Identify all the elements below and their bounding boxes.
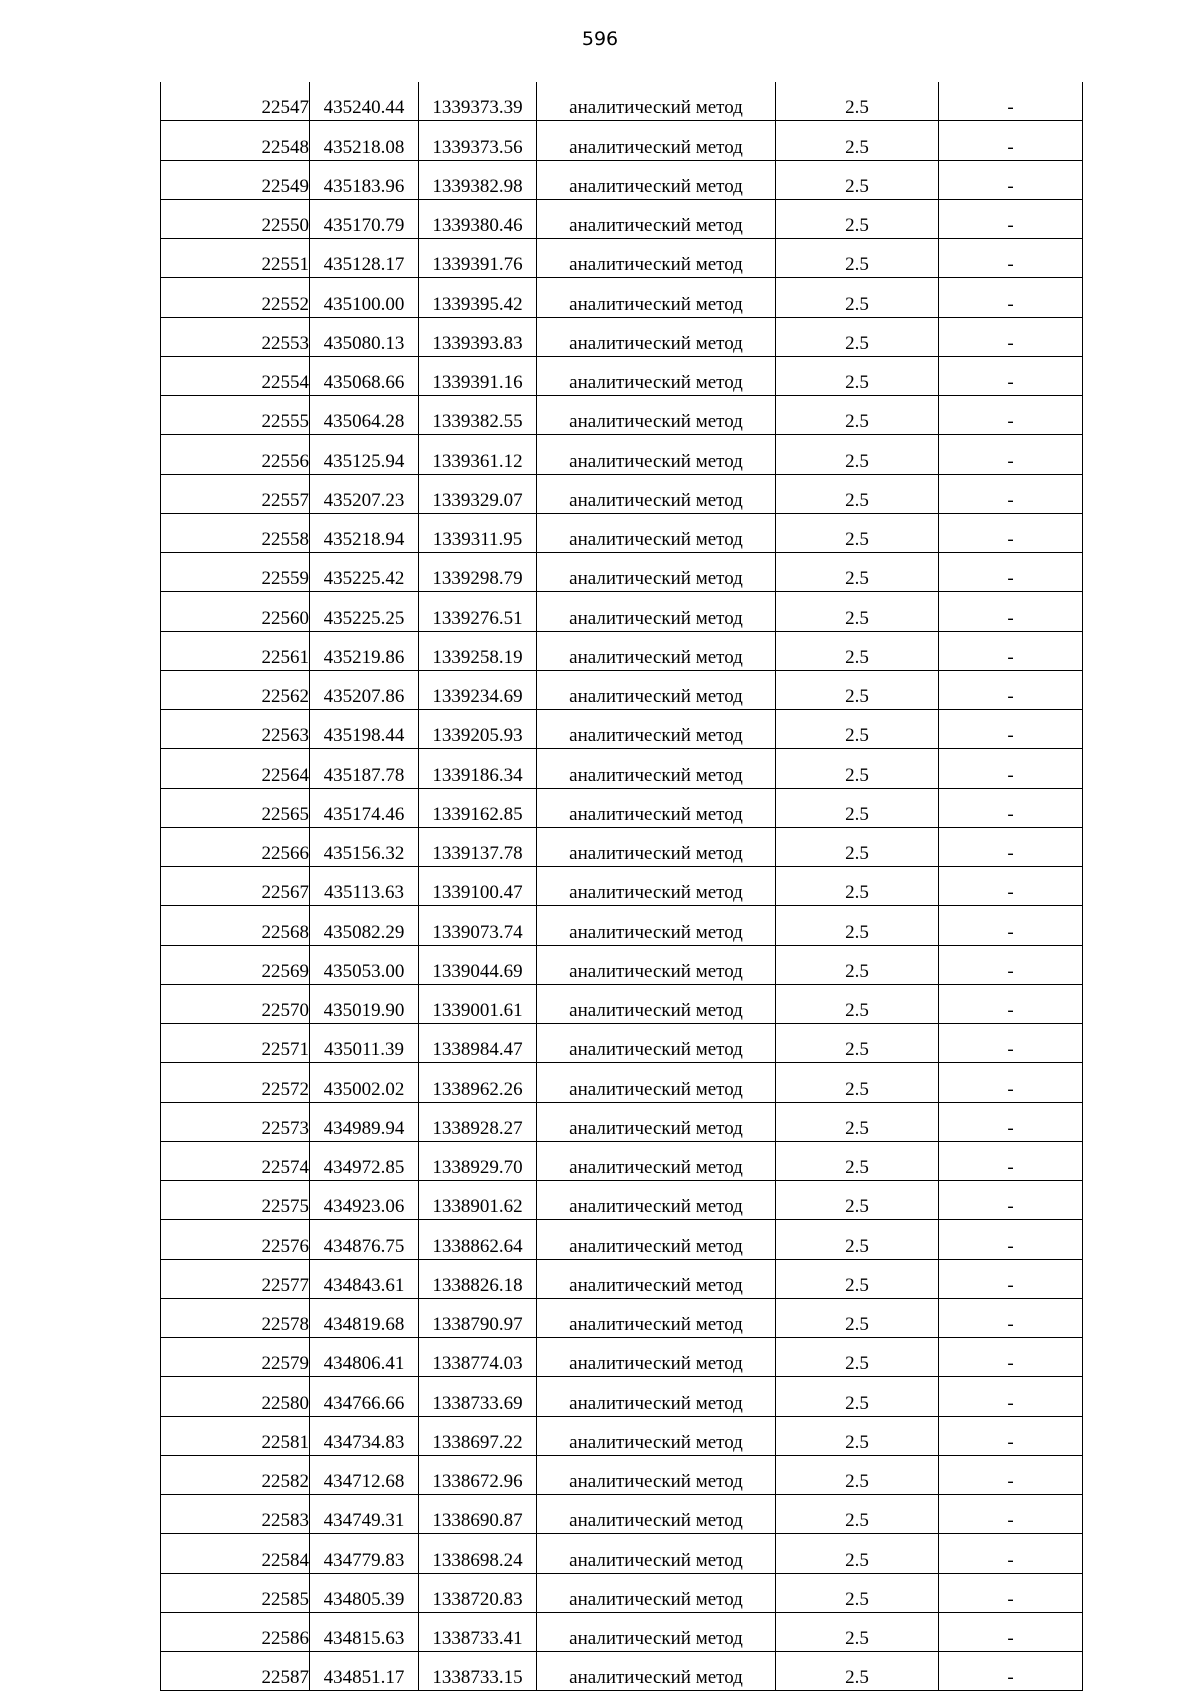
table-row [161, 1573, 1083, 1612]
note-cell: - [939, 1181, 1083, 1220]
x-coordinate-cell: 435100.00 [310, 278, 419, 317]
accuracy-cell: 2.5 [776, 631, 939, 670]
accuracy-cell: 2.5 [776, 1141, 939, 1180]
note-cell: - [939, 592, 1083, 631]
x-coordinate-cell: 435068.66 [310, 356, 419, 395]
note-cell: - [939, 1416, 1083, 1455]
x-coordinate-cell: 434989.94 [310, 1102, 419, 1141]
method-cell: аналитический метод [537, 867, 776, 906]
table-row [161, 317, 1083, 356]
note-cell: - [939, 317, 1083, 356]
accuracy-cell: 2.5 [776, 1063, 939, 1102]
y-coordinate-cell: 1339329.07 [419, 474, 537, 513]
x-coordinate-cell: 434712.68 [310, 1455, 419, 1494]
point-number-cell: 22586 [161, 1612, 310, 1651]
table-row [161, 82, 1083, 121]
y-coordinate-cell: 1338698.24 [419, 1534, 537, 1573]
table-row [161, 749, 1083, 788]
point-number-cell: 22584 [161, 1534, 310, 1573]
method-cell: аналитический метод [537, 553, 776, 592]
note-cell: - [939, 1495, 1083, 1534]
y-coordinate-cell: 1339137.78 [419, 827, 537, 866]
accuracy-cell: 2.5 [776, 1181, 939, 1220]
table-row [161, 984, 1083, 1023]
method-cell: аналитический метод [537, 749, 776, 788]
point-number-cell: 22548 [161, 121, 310, 160]
x-coordinate-cell: 435082.29 [310, 906, 419, 945]
accuracy-cell: 2.5 [776, 827, 939, 866]
y-coordinate-cell: 1339073.74 [419, 906, 537, 945]
x-coordinate-cell: 435218.08 [310, 121, 419, 160]
x-coordinate-cell: 435011.39 [310, 1024, 419, 1063]
table-row [161, 1495, 1083, 1534]
method-cell: аналитический метод [537, 1102, 776, 1141]
method-cell: аналитический метод [537, 1495, 776, 1534]
point-number-cell: 22554 [161, 356, 310, 395]
y-coordinate-cell: 1339258.19 [419, 631, 537, 670]
table-row [161, 1181, 1083, 1220]
table-row [161, 1298, 1083, 1337]
x-coordinate-cell: 434923.06 [310, 1181, 419, 1220]
note-cell: - [939, 1063, 1083, 1102]
point-number-cell: 22585 [161, 1573, 310, 1612]
note-cell: - [939, 631, 1083, 670]
y-coordinate-cell: 1339373.39 [419, 82, 537, 121]
point-number-cell: 22572 [161, 1063, 310, 1102]
table-row [161, 160, 1083, 199]
accuracy-cell: 2.5 [776, 670, 939, 709]
point-number-cell: 22559 [161, 553, 310, 592]
note-cell: - [939, 945, 1083, 984]
method-cell: аналитический метод [537, 1534, 776, 1573]
x-coordinate-cell: 434805.39 [310, 1573, 419, 1612]
y-coordinate-cell: 1339001.61 [419, 984, 537, 1023]
y-coordinate-cell: 1339382.55 [419, 396, 537, 435]
table-row [161, 278, 1083, 317]
point-number-cell: 22552 [161, 278, 310, 317]
x-coordinate-cell: 435125.94 [310, 435, 419, 474]
method-cell: аналитический метод [537, 356, 776, 395]
accuracy-cell: 2.5 [776, 1024, 939, 1063]
method-cell: аналитический метод [537, 82, 776, 121]
x-coordinate-cell: 435218.94 [310, 513, 419, 552]
table-row [161, 1377, 1083, 1416]
accuracy-cell: 2.5 [776, 1220, 939, 1259]
method-cell: аналитический метод [537, 1573, 776, 1612]
point-number-cell: 22561 [161, 631, 310, 670]
x-coordinate-cell: 435219.86 [310, 631, 419, 670]
x-coordinate-cell: 435113.63 [310, 867, 419, 906]
y-coordinate-cell: 1339373.56 [419, 121, 537, 160]
y-coordinate-cell: 1339298.79 [419, 553, 537, 592]
point-number-cell: 22587 [161, 1652, 310, 1691]
method-cell: аналитический метод [537, 1298, 776, 1337]
point-number-cell: 22580 [161, 1377, 310, 1416]
y-coordinate-cell: 1339361.12 [419, 435, 537, 474]
x-coordinate-cell: 434806.41 [310, 1338, 419, 1377]
y-coordinate-cell: 1339162.85 [419, 788, 537, 827]
method-cell: аналитический метод [537, 710, 776, 749]
point-number-cell: 22558 [161, 513, 310, 552]
point-number-cell: 22557 [161, 474, 310, 513]
point-number-cell: 22563 [161, 710, 310, 749]
x-coordinate-cell: 434851.17 [310, 1652, 419, 1691]
method-cell: аналитический метод [537, 1338, 776, 1377]
table-row [161, 1259, 1083, 1298]
x-coordinate-cell: 435019.90 [310, 984, 419, 1023]
note-cell: - [939, 278, 1083, 317]
table-row [161, 867, 1083, 906]
note-cell: - [939, 513, 1083, 552]
accuracy-cell: 2.5 [776, 356, 939, 395]
accuracy-cell: 2.5 [776, 199, 939, 238]
note-cell: - [939, 474, 1083, 513]
x-coordinate-cell: 434815.63 [310, 1612, 419, 1651]
point-number-cell: 22579 [161, 1338, 310, 1377]
point-number-cell: 22581 [161, 1416, 310, 1455]
y-coordinate-cell: 1338733.69 [419, 1377, 537, 1416]
note-cell: - [939, 396, 1083, 435]
point-number-cell: 22578 [161, 1298, 310, 1337]
accuracy-cell: 2.5 [776, 474, 939, 513]
table-row [161, 474, 1083, 513]
x-coordinate-cell: 435207.23 [310, 474, 419, 513]
y-coordinate-cell: 1338672.96 [419, 1455, 537, 1494]
table-row [161, 1024, 1083, 1063]
point-number-cell: 22571 [161, 1024, 310, 1063]
point-number-cell: 22555 [161, 396, 310, 435]
table-row [161, 1455, 1083, 1494]
method-cell: аналитический метод [537, 1455, 776, 1494]
x-coordinate-cell: 434766.66 [310, 1377, 419, 1416]
note-cell: - [939, 1573, 1083, 1612]
x-coordinate-cell: 434779.83 [310, 1534, 419, 1573]
x-coordinate-cell: 435183.96 [310, 160, 419, 199]
x-coordinate-cell: 434843.61 [310, 1259, 419, 1298]
note-cell: - [939, 1141, 1083, 1180]
point-number-cell: 22564 [161, 749, 310, 788]
accuracy-cell: 2.5 [776, 788, 939, 827]
note-cell: - [939, 906, 1083, 945]
accuracy-cell: 2.5 [776, 867, 939, 906]
accuracy-cell: 2.5 [776, 984, 939, 1023]
method-cell: аналитический метод [537, 239, 776, 278]
note-cell: - [939, 82, 1083, 121]
y-coordinate-cell: 1339205.93 [419, 710, 537, 749]
method-cell: аналитический метод [537, 1377, 776, 1416]
x-coordinate-cell: 435187.78 [310, 749, 419, 788]
x-coordinate-cell: 434819.68 [310, 1298, 419, 1337]
method-cell: аналитический метод [537, 435, 776, 474]
method-cell: аналитический метод [537, 592, 776, 631]
x-coordinate-cell: 435053.00 [310, 945, 419, 984]
note-cell: - [939, 670, 1083, 709]
table-row [161, 710, 1083, 749]
x-coordinate-cell: 434876.75 [310, 1220, 419, 1259]
note-cell: - [939, 1455, 1083, 1494]
y-coordinate-cell: 1338962.26 [419, 1063, 537, 1102]
table-body [161, 82, 1083, 1691]
method-cell: аналитический метод [537, 1063, 776, 1102]
accuracy-cell: 2.5 [776, 513, 939, 552]
method-cell: аналитический метод [537, 317, 776, 356]
accuracy-cell: 2.5 [776, 1338, 939, 1377]
accuracy-cell: 2.5 [776, 710, 939, 749]
method-cell: аналитический метод [537, 1220, 776, 1259]
x-coordinate-cell: 434749.31 [310, 1495, 419, 1534]
point-number-cell: 22576 [161, 1220, 310, 1259]
y-coordinate-cell: 1338862.64 [419, 1220, 537, 1259]
accuracy-cell: 2.5 [776, 592, 939, 631]
point-number-cell: 22553 [161, 317, 310, 356]
note-cell: - [939, 1102, 1083, 1141]
point-number-cell: 22575 [161, 1181, 310, 1220]
point-number-cell: 22569 [161, 945, 310, 984]
method-cell: аналитический метод [537, 984, 776, 1023]
table-row [161, 1063, 1083, 1102]
note-cell: - [939, 435, 1083, 474]
x-coordinate-cell: 435225.42 [310, 553, 419, 592]
accuracy-cell: 2.5 [776, 1416, 939, 1455]
y-coordinate-cell: 1339382.98 [419, 160, 537, 199]
note-cell: - [939, 199, 1083, 238]
table-row [161, 435, 1083, 474]
accuracy-cell: 2.5 [776, 1102, 939, 1141]
table-row [161, 1220, 1083, 1259]
table-row [161, 356, 1083, 395]
table-row [161, 906, 1083, 945]
note-cell: - [939, 1652, 1083, 1691]
note-cell: - [939, 984, 1083, 1023]
point-number-cell: 22562 [161, 670, 310, 709]
point-number-cell: 22583 [161, 1495, 310, 1534]
table-row [161, 592, 1083, 631]
y-coordinate-cell: 1338826.18 [419, 1259, 537, 1298]
accuracy-cell: 2.5 [776, 82, 939, 121]
table-row [161, 121, 1083, 160]
x-coordinate-cell: 434734.83 [310, 1416, 419, 1455]
accuracy-cell: 2.5 [776, 1495, 939, 1534]
note-cell: - [939, 239, 1083, 278]
method-cell: аналитический метод [537, 278, 776, 317]
accuracy-cell: 2.5 [776, 749, 939, 788]
table-row [161, 1652, 1083, 1691]
accuracy-cell: 2.5 [776, 1455, 939, 1494]
y-coordinate-cell: 1339393.83 [419, 317, 537, 356]
table-row [161, 827, 1083, 866]
x-coordinate-cell: 435128.17 [310, 239, 419, 278]
table-row [161, 1612, 1083, 1651]
point-number-cell: 22573 [161, 1102, 310, 1141]
note-cell: - [939, 1024, 1083, 1063]
accuracy-cell: 2.5 [776, 945, 939, 984]
method-cell: аналитический метод [537, 513, 776, 552]
page-number: 596 [581, 28, 619, 50]
y-coordinate-cell: 1339100.47 [419, 867, 537, 906]
coordinates-table [160, 82, 1083, 1691]
method-cell: аналитический метод [537, 1416, 776, 1455]
y-coordinate-cell: 1338774.03 [419, 1338, 537, 1377]
y-coordinate-cell: 1339186.34 [419, 749, 537, 788]
accuracy-cell: 2.5 [776, 906, 939, 945]
table-row [161, 1416, 1083, 1455]
y-coordinate-cell: 1339311.95 [419, 513, 537, 552]
y-coordinate-cell: 1338790.97 [419, 1298, 537, 1337]
method-cell: аналитический метод [537, 1612, 776, 1651]
method-cell: аналитический метод [537, 1652, 776, 1691]
point-number-cell: 22547 [161, 82, 310, 121]
note-cell: - [939, 356, 1083, 395]
y-coordinate-cell: 1338733.15 [419, 1652, 537, 1691]
x-coordinate-cell: 435240.44 [310, 82, 419, 121]
method-cell: аналитический метод [537, 1259, 776, 1298]
x-coordinate-cell: 435198.44 [310, 710, 419, 749]
point-number-cell: 22582 [161, 1455, 310, 1494]
method-cell: аналитический метод [537, 788, 776, 827]
note-cell: - [939, 1338, 1083, 1377]
y-coordinate-cell: 1339391.16 [419, 356, 537, 395]
point-number-cell: 22570 [161, 984, 310, 1023]
point-number-cell: 22567 [161, 867, 310, 906]
method-cell: аналитический метод [537, 827, 776, 866]
method-cell: аналитический метод [537, 121, 776, 160]
accuracy-cell: 2.5 [776, 121, 939, 160]
point-number-cell: 22566 [161, 827, 310, 866]
y-coordinate-cell: 1338697.22 [419, 1416, 537, 1455]
table-row [161, 1141, 1083, 1180]
method-cell: аналитический метод [537, 160, 776, 199]
note-cell: - [939, 827, 1083, 866]
point-number-cell: 22556 [161, 435, 310, 474]
point-number-cell: 22549 [161, 160, 310, 199]
point-number-cell: 22568 [161, 906, 310, 945]
method-cell: аналитический метод [537, 906, 776, 945]
y-coordinate-cell: 1338720.83 [419, 1573, 537, 1612]
note-cell: - [939, 788, 1083, 827]
y-coordinate-cell: 1339380.46 [419, 199, 537, 238]
accuracy-cell: 2.5 [776, 1534, 939, 1573]
accuracy-cell: 2.5 [776, 1298, 939, 1337]
method-cell: аналитический метод [537, 199, 776, 238]
note-cell: - [939, 553, 1083, 592]
table-row [161, 631, 1083, 670]
point-number-cell: 22551 [161, 239, 310, 278]
method-cell: аналитический метод [537, 631, 776, 670]
point-number-cell: 22550 [161, 199, 310, 238]
x-coordinate-cell: 435174.46 [310, 788, 419, 827]
method-cell: аналитический метод [537, 945, 776, 984]
note-cell: - [939, 867, 1083, 906]
y-coordinate-cell: 1339395.42 [419, 278, 537, 317]
table-row [161, 513, 1083, 552]
y-coordinate-cell: 1339234.69 [419, 670, 537, 709]
table-row [161, 945, 1083, 984]
table-row [161, 239, 1083, 278]
point-number-cell: 22565 [161, 788, 310, 827]
accuracy-cell: 2.5 [776, 239, 939, 278]
accuracy-cell: 2.5 [776, 1612, 939, 1651]
accuracy-cell: 2.5 [776, 1259, 939, 1298]
accuracy-cell: 2.5 [776, 553, 939, 592]
method-cell: аналитический метод [537, 474, 776, 513]
note-cell: - [939, 710, 1083, 749]
note-cell: - [939, 1534, 1083, 1573]
y-coordinate-cell: 1338928.27 [419, 1102, 537, 1141]
point-number-cell: 22577 [161, 1259, 310, 1298]
accuracy-cell: 2.5 [776, 317, 939, 356]
x-coordinate-cell: 434972.85 [310, 1141, 419, 1180]
table-row [161, 199, 1083, 238]
y-coordinate-cell: 1338984.47 [419, 1024, 537, 1063]
y-coordinate-cell: 1338901.62 [419, 1181, 537, 1220]
y-coordinate-cell: 1338690.87 [419, 1495, 537, 1534]
method-cell: аналитический метод [537, 396, 776, 435]
table-row [161, 1102, 1083, 1141]
table-row [161, 1534, 1083, 1573]
accuracy-cell: 2.5 [776, 1377, 939, 1416]
point-number-cell: 22574 [161, 1141, 310, 1180]
table-row [161, 1338, 1083, 1377]
note-cell: - [939, 1377, 1083, 1416]
note-cell: - [939, 121, 1083, 160]
note-cell: - [939, 1220, 1083, 1259]
y-coordinate-cell: 1339276.51 [419, 592, 537, 631]
accuracy-cell: 2.5 [776, 435, 939, 474]
y-coordinate-cell: 1339044.69 [419, 945, 537, 984]
note-cell: - [939, 1612, 1083, 1651]
x-coordinate-cell: 435225.25 [310, 592, 419, 631]
y-coordinate-cell: 1338733.41 [419, 1612, 537, 1651]
note-cell: - [939, 1298, 1083, 1337]
note-cell: - [939, 160, 1083, 199]
accuracy-cell: 2.5 [776, 396, 939, 435]
y-coordinate-cell: 1338929.70 [419, 1141, 537, 1180]
x-coordinate-cell: 435207.86 [310, 670, 419, 709]
accuracy-cell: 2.5 [776, 1652, 939, 1691]
table-row [161, 553, 1083, 592]
table-row [161, 788, 1083, 827]
accuracy-cell: 2.5 [776, 160, 939, 199]
table-row [161, 396, 1083, 435]
method-cell: аналитический метод [537, 1141, 776, 1180]
x-coordinate-cell: 435064.28 [310, 396, 419, 435]
y-coordinate-cell: 1339391.76 [419, 239, 537, 278]
method-cell: аналитический метод [537, 1181, 776, 1220]
accuracy-cell: 2.5 [776, 278, 939, 317]
point-number-cell: 22560 [161, 592, 310, 631]
note-cell: - [939, 749, 1083, 788]
x-coordinate-cell: 435002.02 [310, 1063, 419, 1102]
method-cell: аналитический метод [537, 1024, 776, 1063]
note-cell: - [939, 1259, 1083, 1298]
accuracy-cell: 2.5 [776, 1573, 939, 1612]
x-coordinate-cell: 435080.13 [310, 317, 419, 356]
x-coordinate-cell: 435156.32 [310, 827, 419, 866]
method-cell: аналитический метод [537, 670, 776, 709]
x-coordinate-cell: 435170.79 [310, 199, 419, 238]
table-row [161, 670, 1083, 709]
